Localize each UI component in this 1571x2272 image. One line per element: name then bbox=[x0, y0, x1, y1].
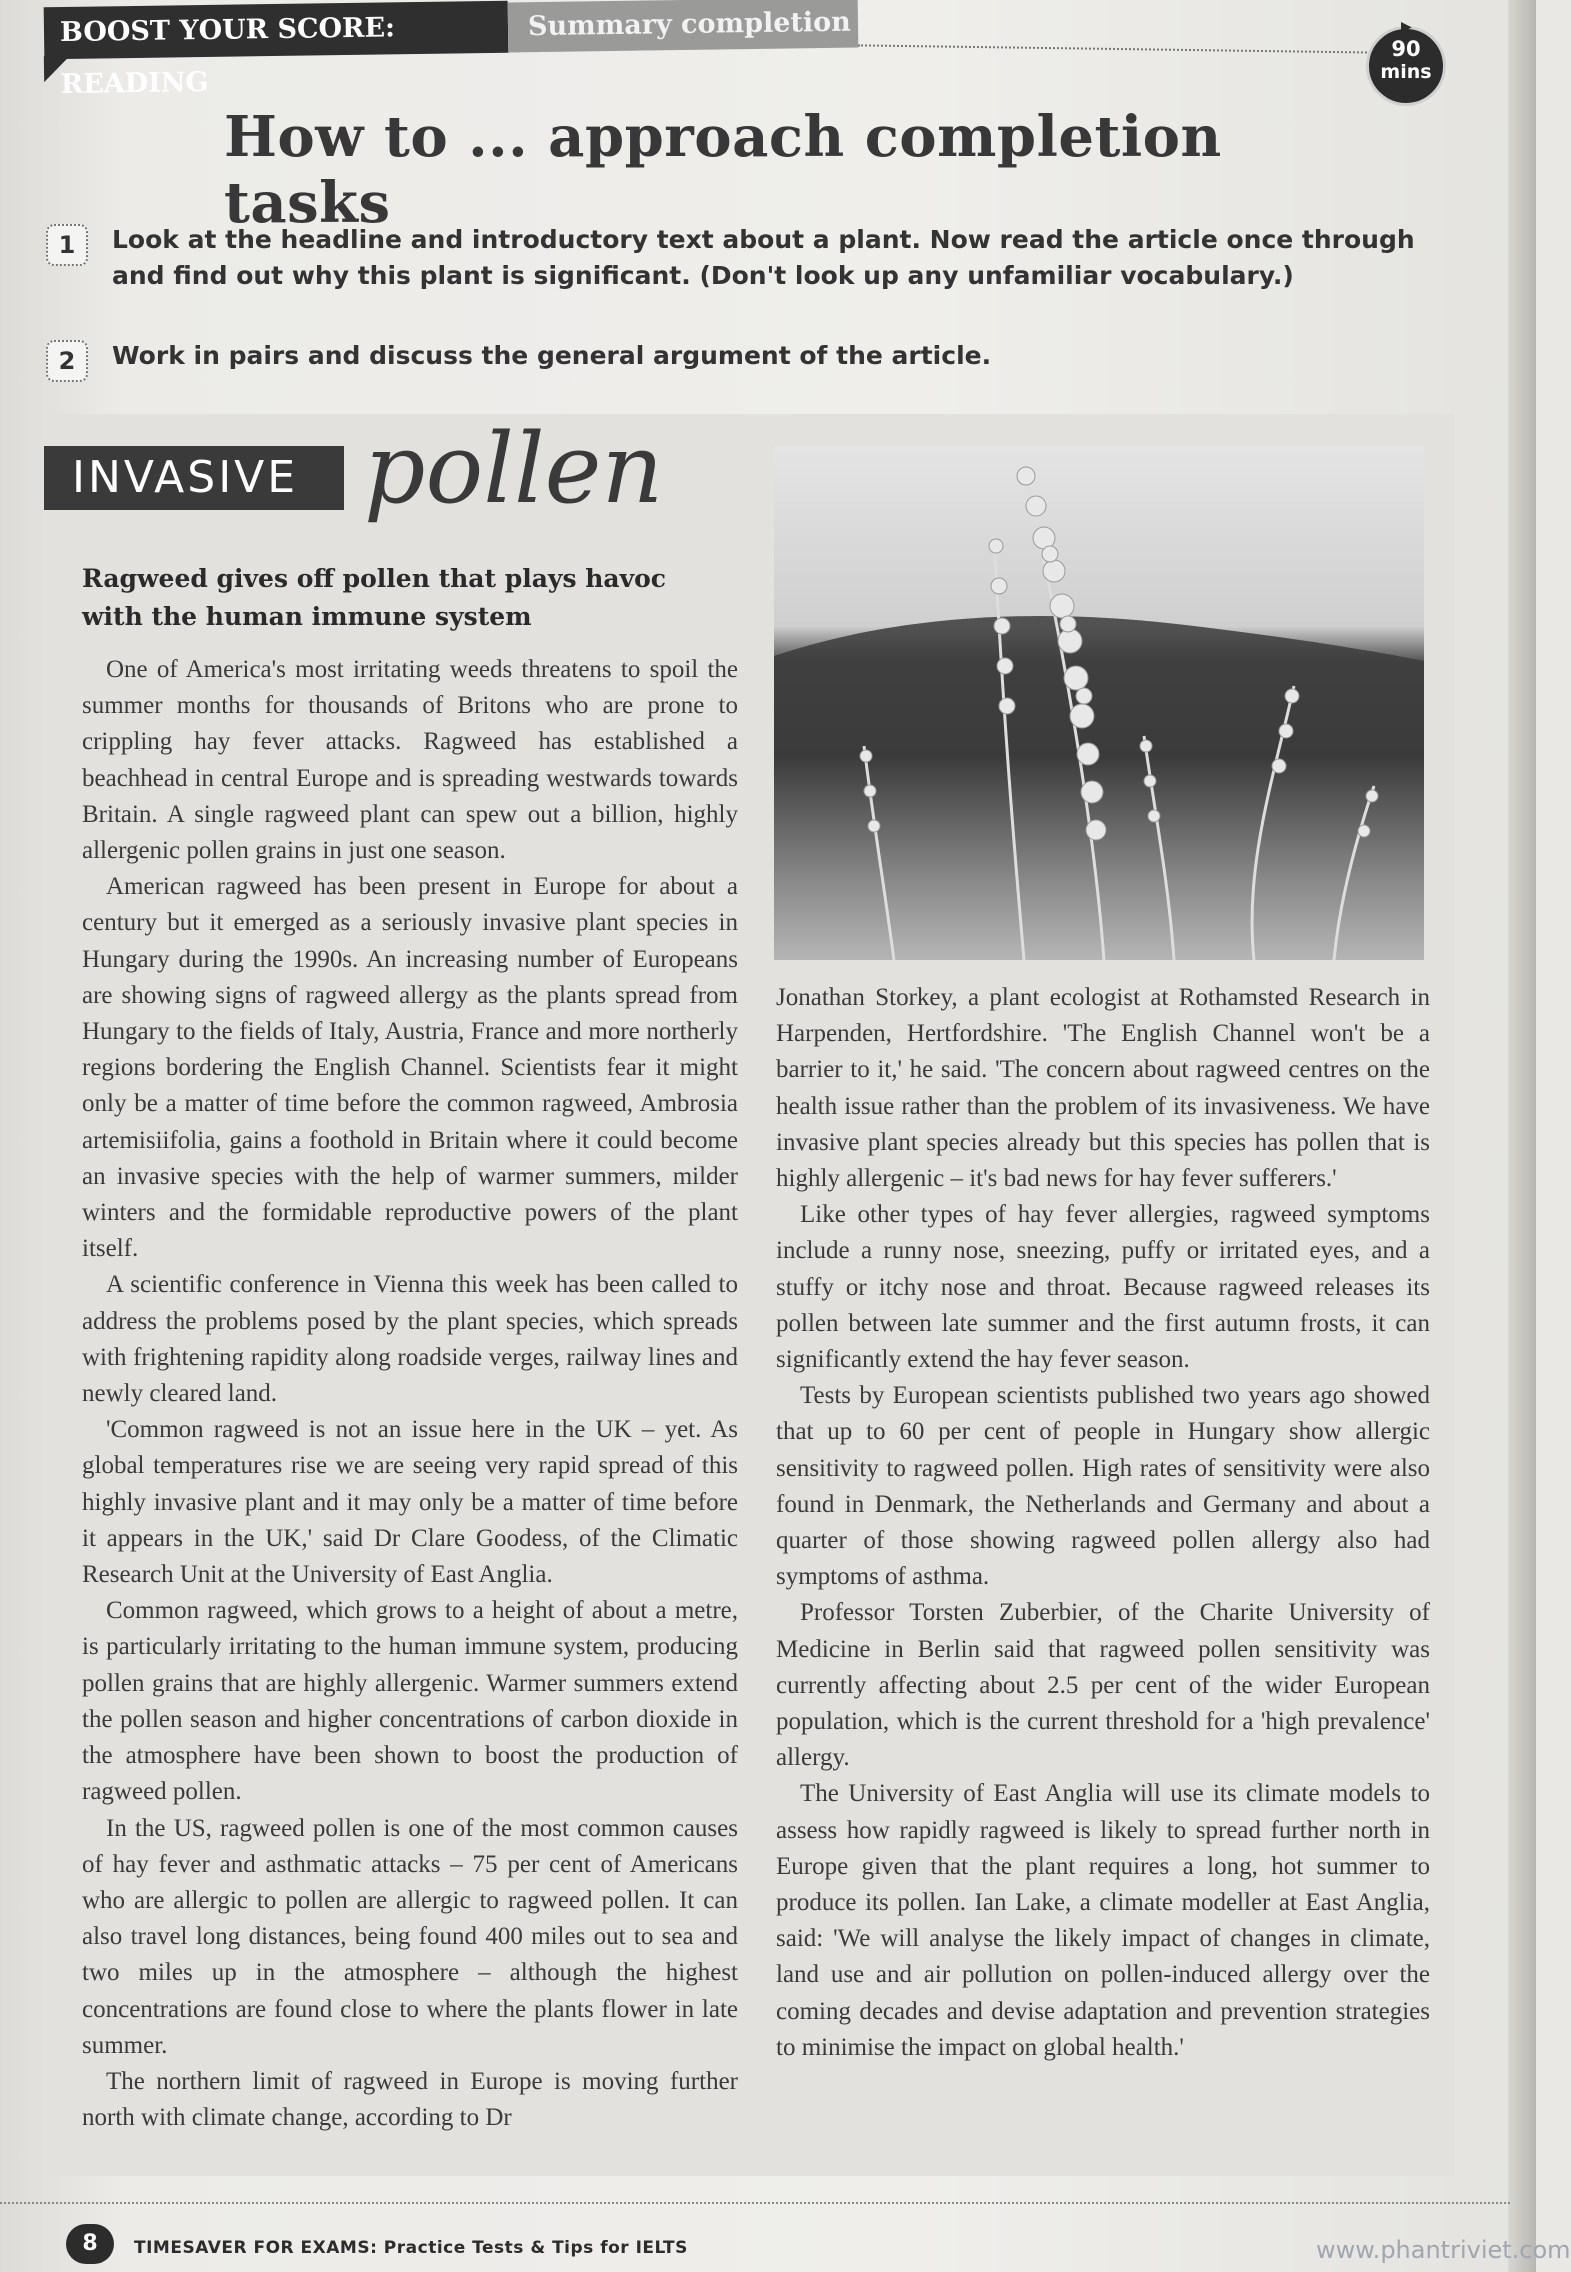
article-paragraph: The northern limit of ragweed in Europe is moving further north with climate change, according to Dr bbox=[82, 2067, 738, 2132]
page-number: 8 bbox=[66, 2224, 114, 2264]
article-column-right bbox=[776, 980, 1430, 2066]
task-number: 1 bbox=[46, 224, 88, 266]
task-instruction: Look at the headline and introductory text about a plant. Now read the article once through and find out why this plant is significant. (Don't look up any unfamiliar vocabulary.) bbox=[112, 225, 1415, 290]
article-paragraph: Professor Torsten Zuberbier, of the Charite University of Medicine in Berlin said that ragweed pollen sensitivity was currently affecting about 2.5 per cent of the wider European population, which is the current threshold for a 'high prevalence' allergy. bbox=[776, 1599, 1430, 1772]
watermark: www.phantriviet.com bbox=[1316, 2236, 1571, 2264]
article-paragraph: In the US, ragweed pollen is one of the most common causes of hay fever and asthmatic attacks – 75 per cent of Americans who are allergic to pollen are allergic to ragweed pollen. It can also travel long distances, being found 400 miles out to sea and two miles up in the atmosphere – although the highest concentrations are found close to where the plants flower in late summer. bbox=[82, 1814, 738, 2059]
article-paragraph: One of America's most irritating weeds threatens to spoil the summer months for thousands of Britons who are prone to crippling hay fever attacks. Ragweed has established a beachhead in central Europe and is spreading westwards towards Britain. A single ragweed plant can spew out a billion, highly allergenic pollen grains in just one season. bbox=[82, 656, 738, 865]
article-column-left bbox=[82, 652, 738, 2136]
article-standfirst: Ragweed gives off pollen that plays havoc with the human immune system bbox=[82, 564, 667, 631]
article-paragraph: Common ragweed, which grows to a height of about a metre, is particularly irritating to the human immune system, producing pollen grains that are highly allergenic. Warmer summers extend the pollen season and higher concentrations of carbon dioxide in the atmosphere have been shown to boost the production of ragweed pollen. bbox=[82, 1597, 738, 1806]
article-paragraph: A scientific conference in Vienna this week has been called to address the problems posed by the plant species, which spreads with frightening rapidity along roadside verges, railway lines and newly cleared land. bbox=[82, 1271, 738, 1408]
ragweed-illustration bbox=[774, 446, 1424, 960]
footer-divider bbox=[0, 2202, 1510, 2204]
section-tab: BOOST YOUR SCORE: READING bbox=[44, 1, 509, 59]
series-title: TIMESAVER FOR EXAMS: Practice Tests & Tips for IELTS bbox=[134, 2238, 688, 2258]
timer-arrow-icon: ▶ bbox=[1401, 19, 1412, 35]
book-spine-edge bbox=[1508, 0, 1536, 2272]
ragweed-photo bbox=[774, 446, 1424, 960]
page-title: How to ... approach completion tasks bbox=[224, 104, 1222, 236]
task-type-tab: Summary completion bbox=[508, 0, 859, 52]
article-paragraph: Like other types of hay fever allergies, ragweed symptoms include a runny nose, sneezing, puffy or irritated eyes, and a stuffy or itchy nose and throat. Because ragweed releases its pollen between late summer and the first autumn frosts, it can significantly extend the hay fever season. bbox=[776, 1201, 1430, 1374]
headline-badge: INVASIVE bbox=[44, 446, 344, 510]
task-instruction: Work in pairs and discuss the general argument of the article. bbox=[112, 341, 992, 370]
timer-badge bbox=[1366, 19, 1446, 106]
article-paragraph: 'Common ragweed is not an issue here in the UK – yet. As global temperatures rise we are seeing very rapid spread of this highly invasive plant and it may only be a matter of time before it appears in the UK,' said Dr Clare Goodess, of the Climatic Research Unit at the University of East Anglia. bbox=[82, 1416, 738, 1589]
article-paragraph: Jonathan Storkey, a plant ecologist at Rothamsted Research in Harpenden, Hertfordshire. 'The English Channel won't be a barrier to it,' he said. 'The concern about ragweed centres on the health issue rather than the problem of its invasiveness. We have invasive plant species already but this species has pollen that is highly allergenic – it's bad news for hay fever sufferers.' bbox=[776, 984, 1430, 1193]
article-paragraph: American ragweed has been present in Europe for about a century but it emerged as a seriously invasive plant species in Hungary during the 1990s. An increasing number of Europeans are showing signs of ragweed allergy as the plants spread from Hungary to the fields of Italy, Austria, France and more northerly regions bordering the English Channel. Scientists fear it might only be a matter of time before the common ragweed, Ambrosia artemisiifolia, gains a foothold in Britain where it could become an invasive species with the help of warmer summers, milder winters and the formidable reproductive powers of the plant itself. bbox=[82, 873, 738, 1263]
article-paragraph: The University of East Anglia will use its climate models to assess how rapidly ragweed is likely to spread further north in Europe given that the plant requires a long, hot summer to produce its pollen. Ian Lake, a climate modeller at East Anglia, said: 'We will analyse the likely impact of changes in climate, land use and air pollution on pollen-induced allergy over the coming decades and devise adaptation and prevention strategies to minimise the impact on global health.' bbox=[776, 1780, 1430, 2061]
task-number: 2 bbox=[46, 340, 88, 382]
timer-unit: mins bbox=[1380, 61, 1432, 83]
headline-script-word: pollen bbox=[364, 413, 664, 525]
article-paragraph: Tests by European scientists published two years ago showed that up to 60 per cent of people in Hungary show allergic sensitivity to ragweed pollen. High rates of sensitivity were also found in Denmark, the Netherlands and Germany and about a quarter of those showing ragweed pollen allergy also had symptoms of asthma. bbox=[776, 1382, 1430, 1591]
timer-value: 90 bbox=[1391, 37, 1421, 61]
section-tab-notch bbox=[44, 56, 70, 82]
